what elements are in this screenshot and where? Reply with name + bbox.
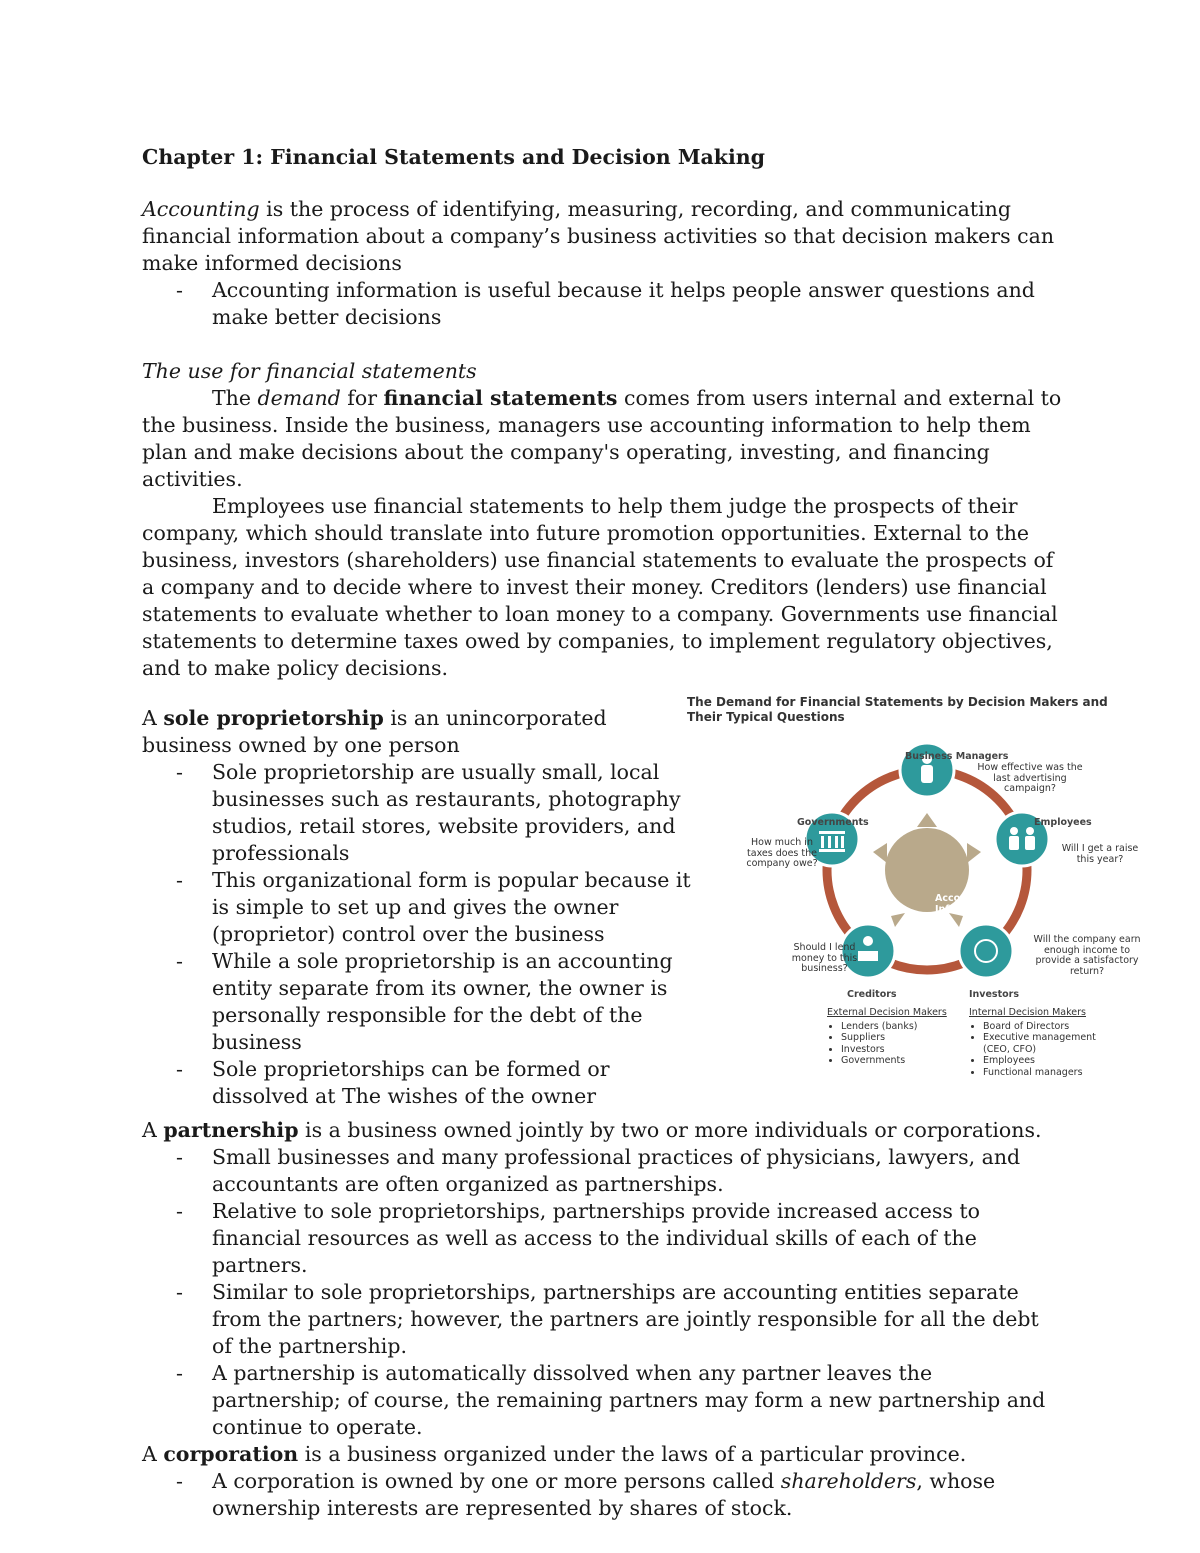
accounting-bullets [142,277,1062,331]
question-managers: How effective was the last advertising campaign? [977,762,1083,794]
sole-proprietorship-bullets [142,759,692,1110]
financial-statements-term: financial statements [383,386,618,410]
label-governments: Governments [797,817,869,828]
list-item: • Suppliers [841,1032,947,1044]
section-heading-use: The use for financial statements [142,359,477,383]
list-item: - A corporation is owned by one or more persons called shareholders, whose ownership interests are represented by shares of stock. [142,1468,1062,1522]
corporation-definition: A corporation is a business organized under the laws of a particular province. [142,1442,967,1466]
internal-decision-makers: Internal Decision Makers • Board of Directors • Executive management (CEO, CFO) • Employees • Functional managers [969,1007,1109,1078]
demand-paragraph: The demand for financial statements comes from users internal and external to the business. Inside the business, managers use accounting information to help them plan and make decisions about the company's operating, investing, and financing activities. [142,386,1062,491]
chapter-title: Chapter 1: Financial Statements and Decision Making [142,145,766,169]
list-item: • Executive management (CEO, CFO) [983,1032,1109,1055]
list-item: - Sole proprietorships can be formed or dissolved at The wishes of the owner [142,1056,692,1110]
label-managers: Business Managers [905,751,1009,762]
label-investors: Investors [969,989,1019,1000]
label-employees: Employees [1034,817,1092,828]
question-creditors: Should I lend money to this business? [791,942,858,974]
list-item: • Investors [841,1044,947,1056]
decision-makers-figure [687,695,1142,1095]
list-item: • Lenders (banks) [841,1021,947,1033]
figure-title: The Demand for Financial Statements by Decision Makers and Their Typical Questions [687,695,1108,724]
question-investors: Will the company earn enough income to provide a satisfactory return? [1033,934,1141,977]
list-item: • Board of Directors [983,1021,1109,1033]
list-item: - Similar to sole proprietorships, partnerships are accounting entities separate from the partners; however, the partners are jointly responsible for all the debt of the partnership. [142,1279,1062,1360]
list-item: - This organizational form is popular because it is simple to set up and gives the owner (proprietor) control over the business [142,867,692,948]
accounting-definition: Accounting is the process of identifying, measuring, recording, and communicating financial information about a company’s business activities so that decision makers can make informed decisions [142,197,1055,275]
list-item: - A partnership is automatically dissolved when any partner leaves the partnership; of course, the remaining partners may form a new partnership and continue to operate. [142,1360,1062,1441]
label-creditors: Creditors [847,989,897,1000]
partnership-definition: A partnership is a business owned jointly by two or more individuals or corporations. [142,1118,1042,1142]
question-governments: How much in taxes does the company owe? [746,837,818,869]
list-item: - Relative to sole proprietorships, partnerships provide increased access to financial resources as well as access to the individual skills of each of the partners. [142,1198,1062,1279]
partnership-bullets [142,1144,1062,1441]
list-item: - Accounting information is useful because it helps people answer questions and make better decisions [142,277,1062,331]
list-item: • Functional managers [983,1067,1109,1079]
external-decision-makers: External Decision Makers • Lenders (banks) • Suppliers • Investors • Governments [827,1007,947,1067]
center-label: Accounting Information [935,893,999,915]
list-item: - While a sole proprietorship is an accounting entity separate from its owner, the owner is personally responsible for the debt of the business [142,948,692,1056]
sole-proprietorship-definition: A sole proprietorship is an unincorporated business owned by one person [142,706,607,757]
list-item: - Sole proprietorship are usually small, local businesses such as restaurants, photography studios, retail stores, website providers, and professionals [142,759,692,867]
accounting-term: Accounting [142,197,260,221]
sole-proprietorship-section [142,695,1141,1110]
users-paragraph: Employees use financial statements to help them judge the prospects of their company, which should translate into future promotion opportunities. External to the business, investors (shareholders) use financial statements to evaluate the prospects of a company and to decide where to invest their money. Creditors (lenders) use financial statements to evaluate whether to loan money to a company. Governments use financial statements to determine taxes owed by companies, to implement regulatory objectives, and to make policy decisions. [142,494,1058,680]
document-page [142,140,1141,1522]
question-employees: Will I get a raise this year? [1061,843,1139,865]
node-investors [959,924,1013,978]
corporation-bullets [142,1468,1062,1522]
list-item: • Governments [841,1055,947,1067]
list-item: - Small businesses and many professional practices of physicians, lawyers, and accountants are often organized as partnerships. [142,1144,1062,1198]
list-item: • Employees [983,1055,1109,1067]
